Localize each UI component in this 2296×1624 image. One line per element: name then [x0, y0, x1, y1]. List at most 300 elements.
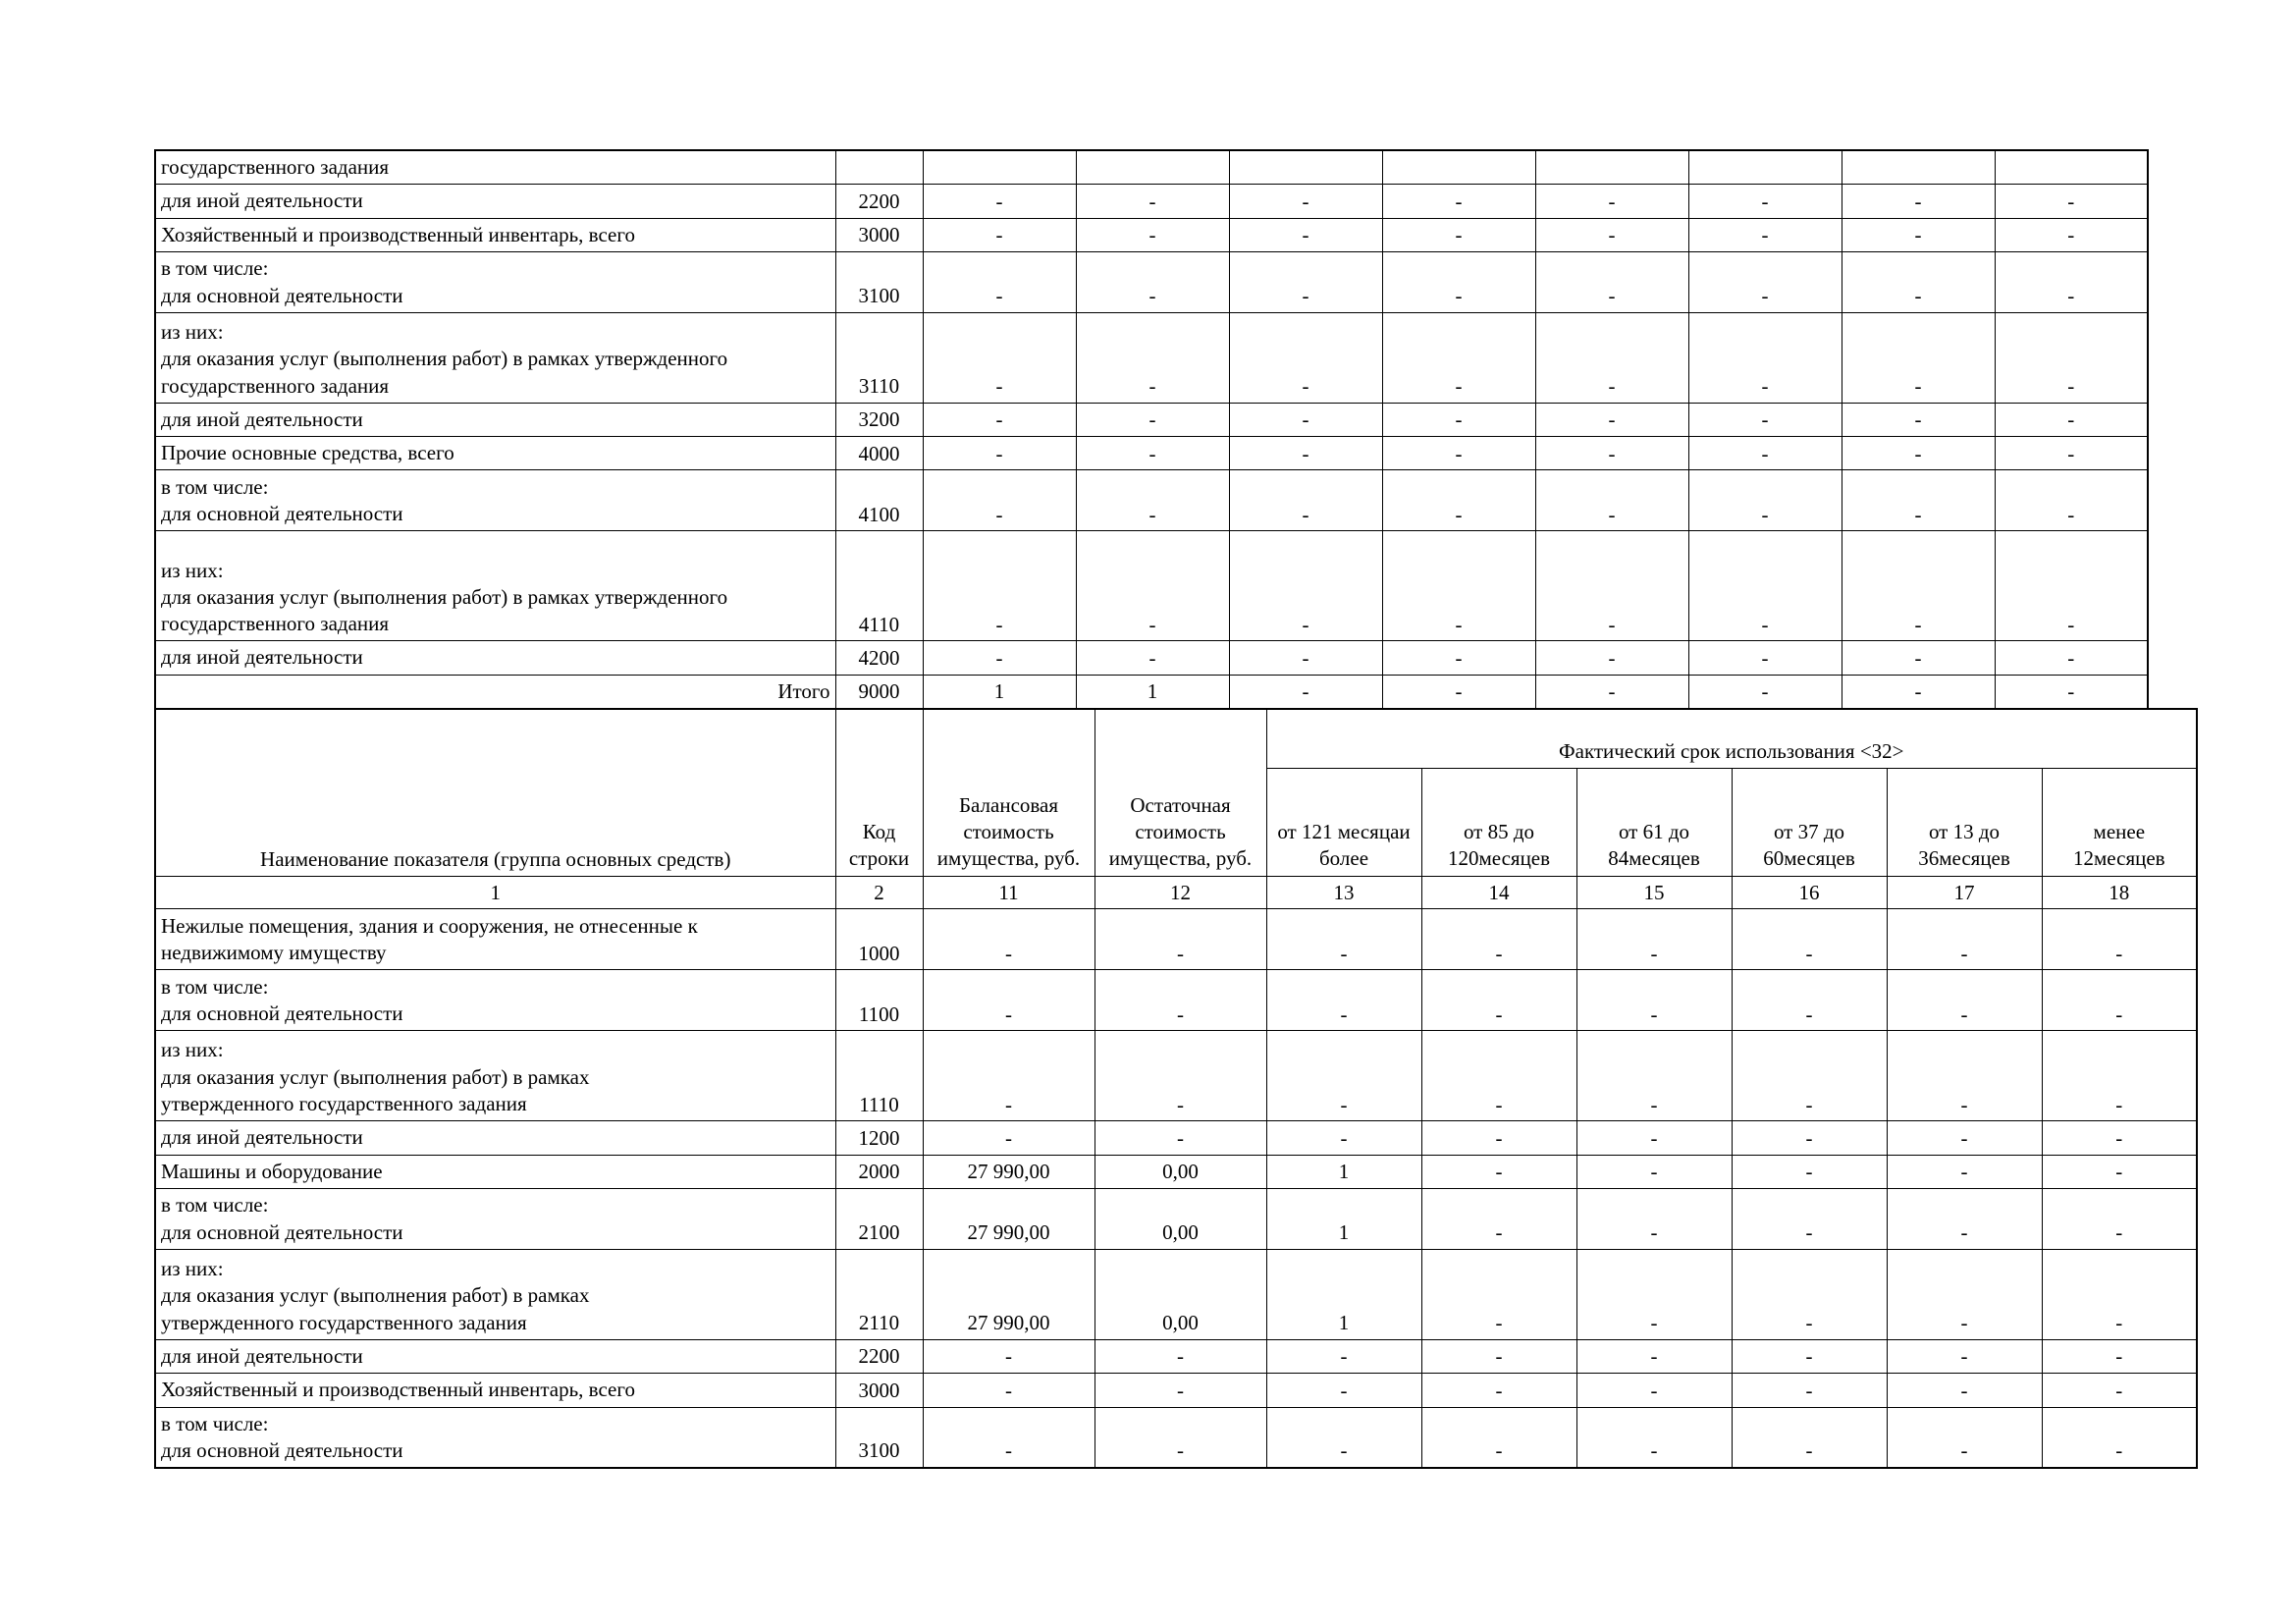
row-value-cell: -: [1382, 185, 1535, 218]
table-row: [155, 1407, 2197, 1468]
row-value-cell: -: [1688, 403, 1842, 436]
row-name-line: Хозяйственный и производственный инвентарь, всего: [161, 222, 635, 246]
header-indicator-name: Наименование показателя (группа основных средств): [155, 709, 835, 876]
row-code-cell: 4110: [835, 531, 923, 641]
row-name-cell: [155, 1121, 835, 1155]
row-code-cell: 3000: [835, 218, 923, 251]
row-value-cell: -: [1688, 470, 1842, 531]
header-usage-period-5: [1887, 768, 2042, 876]
row-value-cell: -: [1995, 312, 2148, 403]
row-value-cell: -: [1382, 531, 1535, 641]
table-row: [155, 531, 2148, 641]
table-row: [155, 218, 2148, 251]
header-usage-period-line1: менее 12: [2072, 819, 2146, 871]
row-value-cell: -: [1229, 251, 1382, 312]
row-value-cell: -: [1266, 1407, 1421, 1468]
row-value-cell: -: [1842, 403, 1995, 436]
row-value-cell: -: [1732, 1407, 1887, 1468]
row-value-cell: -: [1887, 1121, 2042, 1155]
row-value-cell: -: [1842, 531, 1995, 641]
row-value-cell: -: [1229, 312, 1382, 403]
row-name-line: государственного задания: [161, 373, 390, 398]
row-value-cell: 27 990,00: [923, 1188, 1095, 1249]
header-row-code-line1: Код: [862, 819, 896, 843]
row-value-cell: -: [1688, 251, 1842, 312]
row-value-cell: -: [1688, 218, 1842, 251]
row-value-cell: -: [1576, 1155, 1732, 1188]
row-code-cell: 3000: [835, 1374, 923, 1407]
row-value-cell: -: [1421, 1249, 1576, 1339]
row-value-cell: -: [1732, 1374, 1887, 1407]
row-value-cell: -: [2042, 1374, 2197, 1407]
row-value-cell: -: [923, 531, 1076, 641]
bottom-table-container: [154, 708, 2165, 1469]
row-name-cell: [155, 1249, 835, 1339]
row-name-line: для иной деятельности: [161, 645, 363, 670]
row-value-cell: -: [1576, 1121, 1732, 1155]
row-name-cell: [155, 251, 835, 312]
row-value-cell: -: [1995, 675, 2148, 709]
row-name-cell: [155, 1339, 835, 1373]
header-residual-line2: стоимость: [1135, 819, 1226, 843]
row-name-line: для оказания услуг (выполнения работ) в рамках утвержденного: [161, 584, 728, 609]
row-name-line: для иной деятельности: [161, 1343, 363, 1368]
table-row: [155, 1155, 2197, 1188]
table-row: [155, 150, 2148, 185]
row-name-line: для оказания услуг (выполнения работ) в рамках утвержденного: [161, 347, 728, 371]
row-value-cell: -: [1688, 437, 1842, 470]
row-value-cell: -: [1842, 185, 1995, 218]
row-value-cell: 1: [1266, 1155, 1421, 1188]
row-name-cell: [155, 403, 835, 436]
header-residual-line1: Остаточная: [1130, 792, 1231, 817]
row-name-line: для оказания услуг (выполнения работ) в рамках: [161, 1064, 590, 1089]
row-code-cell: 4200: [835, 641, 923, 675]
row-value-cell: -: [2042, 909, 2197, 970]
row-value-cell: -: [1266, 1031, 1421, 1121]
column-number-16: 16: [1732, 876, 1887, 909]
row-code-cell: 1000: [835, 909, 923, 970]
row-value-cell: -: [923, 251, 1076, 312]
row-value-cell: -: [1688, 675, 1842, 709]
row-name-cell: [155, 1407, 835, 1468]
row-code-cell: 2200: [835, 185, 923, 218]
row-name-line: для основной деятельности: [161, 502, 403, 526]
row-value-cell: -: [1732, 1031, 1887, 1121]
header-usage-period-line2: месяцев: [1784, 846, 1855, 871]
row-value-cell: -: [1995, 437, 2148, 470]
row-value-cell: -: [1421, 909, 1576, 970]
row-name-cell: [155, 1374, 835, 1407]
row-name-line: в том числе:: [161, 256, 269, 281]
row-value-cell: -: [923, 403, 1076, 436]
row-name-line: для основной деятельности: [161, 1001, 403, 1026]
row-value-cell: -: [1382, 470, 1535, 531]
row-code-cell: 3100: [835, 251, 923, 312]
row-name-line: для основной деятельности: [161, 283, 403, 307]
row-code-cell: 1100: [835, 970, 923, 1031]
row-value-cell: -: [1421, 1155, 1576, 1188]
row-value-cell: -: [1842, 251, 1995, 312]
row-value-cell: -: [2042, 1031, 2197, 1121]
row-value-cell: -: [1887, 1155, 2042, 1188]
row-value-cell: -: [1421, 1339, 1576, 1373]
row-value-cell: -: [2042, 1249, 2197, 1339]
row-value-cell: -: [923, 909, 1095, 970]
row-value-cell: -: [1076, 251, 1229, 312]
row-code-cell: 3100: [835, 1407, 923, 1468]
row-value-cell: -: [1576, 1339, 1732, 1373]
row-value-cell: -: [1095, 1031, 1266, 1121]
row-name-cell: [155, 909, 835, 970]
row-value-cell: [1076, 150, 1229, 185]
row-value-cell: 0,00: [1095, 1155, 1266, 1188]
header-usage-period-line1: от 61 до 84: [1608, 819, 1690, 871]
table-row: [155, 641, 2148, 675]
fixed-assets-continuation-table: [154, 149, 2149, 710]
row-name-line: для иной деятельности: [161, 406, 363, 431]
row-value-cell: -: [1266, 1339, 1421, 1373]
row-value-cell: -: [1535, 185, 1688, 218]
row-value-cell: -: [1732, 1339, 1887, 1373]
row-name-cell: [155, 675, 835, 709]
row-value-cell: 0,00: [1095, 1188, 1266, 1249]
row-name-cell: [155, 312, 835, 403]
row-value-cell: -: [923, 470, 1076, 531]
row-value-cell: -: [1382, 403, 1535, 436]
column-number-15: 15: [1576, 876, 1732, 909]
column-number-18: 18: [2042, 876, 2197, 909]
row-value-cell: -: [1229, 470, 1382, 531]
row-value-cell: 1: [1266, 1188, 1421, 1249]
row-value-cell: -: [1535, 470, 1688, 531]
header-usage-period-line2: и более: [1318, 819, 1411, 871]
row-name-line: из них:: [161, 1038, 224, 1062]
row-name-line: Прочие основные средства, всего: [161, 441, 454, 465]
header-balance-line3: имущества,: [936, 846, 1040, 871]
row-value-cell: -: [1382, 641, 1535, 675]
row-name-line: из них:: [161, 320, 224, 344]
row-value-cell: -: [1266, 1374, 1421, 1407]
row-value-cell: -: [923, 312, 1076, 403]
row-code-cell: 1110: [835, 1031, 923, 1121]
row-value-cell: -: [1995, 470, 2148, 531]
row-value-cell: -: [1732, 970, 1887, 1031]
row-code-cell: 2110: [835, 1249, 923, 1339]
row-value-cell: -: [1688, 185, 1842, 218]
row-value-cell: 1: [1076, 675, 1229, 709]
fixed-assets-usage-period-table: [154, 708, 2198, 1469]
table-row: [155, 403, 2148, 436]
header-usage-period-4: [1732, 768, 1887, 876]
table-row: [155, 251, 2148, 312]
row-value-cell: -: [1076, 218, 1229, 251]
row-value-cell: [1229, 150, 1382, 185]
row-value-cell: 1: [1266, 1249, 1421, 1339]
row-code-cell: 2200: [835, 1339, 923, 1373]
row-value-cell: -: [1382, 218, 1535, 251]
row-value-cell: -: [1576, 970, 1732, 1031]
header-usage-period-line2: месяцев: [2093, 846, 2165, 871]
bottom-table-head: [155, 709, 2197, 909]
row-value-cell: -: [1076, 531, 1229, 641]
row-value-cell: -: [1887, 1188, 2042, 1249]
row-name-line: для основной деятельности: [161, 1437, 403, 1462]
row-value-cell: -: [1229, 531, 1382, 641]
row-value-cell: -: [1576, 1031, 1732, 1121]
row-value-cell: -: [2042, 1407, 2197, 1468]
row-value-cell: -: [1382, 437, 1535, 470]
row-value-cell: -: [1076, 185, 1229, 218]
row-value-cell: -: [1421, 1031, 1576, 1121]
row-value-cell: [1535, 150, 1688, 185]
row-name-line: для оказания услуг (выполнения работ) в рамках: [161, 1283, 590, 1308]
row-value-cell: -: [1382, 251, 1535, 312]
row-value-cell: 27 990,00: [923, 1249, 1095, 1339]
row-value-cell: -: [923, 970, 1095, 1031]
row-value-cell: -: [1535, 218, 1688, 251]
row-value-cell: -: [1095, 909, 1266, 970]
row-value-cell: -: [1535, 403, 1688, 436]
row-value-cell: -: [1095, 1339, 1266, 1373]
row-value-cell: -: [1421, 1407, 1576, 1468]
row-value-cell: 0,00: [1095, 1249, 1266, 1339]
row-name-cell: [155, 1155, 835, 1188]
row-value-cell: -: [1076, 437, 1229, 470]
row-value-cell: -: [1887, 909, 2042, 970]
row-name-line: для иной деятельности: [161, 1125, 363, 1150]
table-row: [155, 1121, 2197, 1155]
row-value-cell: -: [923, 1407, 1095, 1468]
row-value-cell: -: [1576, 909, 1732, 970]
header-usage-period-line2: месяцев: [1629, 846, 1700, 871]
header-usage-period-2: [1421, 768, 1576, 876]
row-value-cell: -: [1229, 218, 1382, 251]
row-value-cell: -: [1732, 1121, 1887, 1155]
header-row-code: [835, 709, 923, 876]
row-value-cell: -: [1576, 1374, 1732, 1407]
header-balance-line2: стоимость: [963, 819, 1054, 843]
table-row: [155, 1188, 2197, 1249]
column-number-14: 14: [1421, 876, 1576, 909]
row-value-cell: -: [1995, 403, 2148, 436]
row-name-line: в том числе:: [161, 1411, 269, 1435]
row-value-cell: -: [923, 641, 1076, 675]
table-row: [155, 312, 2148, 403]
row-name-line: в том числе:: [161, 1193, 269, 1218]
header-balance-line4: руб.: [1043, 846, 1081, 871]
row-value-cell: -: [1842, 218, 1995, 251]
row-code-cell: 4000: [835, 437, 923, 470]
row-value-cell: -: [923, 1374, 1095, 1407]
row-name-cell: [155, 641, 835, 675]
row-name-line: для иной деятельности: [161, 189, 363, 213]
row-value-cell: -: [1535, 675, 1688, 709]
row-name-line: Нежилые помещения, здания и сооружения, не отнесенные к: [161, 913, 698, 938]
row-name-line: государственного задания: [161, 612, 390, 636]
row-value-cell: -: [1995, 185, 2148, 218]
row-value-cell: -: [1229, 403, 1382, 436]
row-value-cell: -: [1076, 403, 1229, 436]
header-balance-value: [923, 709, 1095, 876]
header-usage-period-6: [2042, 768, 2197, 876]
row-value-cell: -: [1887, 1249, 2042, 1339]
row-value-cell: -: [1887, 1339, 2042, 1373]
row-value-cell: -: [1576, 1188, 1732, 1249]
header-residual-line3: имущества,: [1108, 846, 1211, 871]
top-table-container: [154, 149, 2147, 710]
row-name-line: Машины и оборудование: [161, 1159, 383, 1183]
header-usage-period-line1: от 37 до 60: [1763, 819, 1845, 871]
row-value-cell: -: [1995, 531, 2148, 641]
row-name-line: утвержденного государственного задания: [161, 1310, 527, 1334]
header-residual-value: [1095, 709, 1266, 876]
row-name-line: для основной деятельности: [161, 1219, 403, 1244]
row-code-cell: 3110: [835, 312, 923, 403]
header-row-code-line2: строки: [848, 846, 910, 871]
column-number-1: 1: [155, 876, 835, 909]
row-value-cell: -: [1421, 1121, 1576, 1155]
row-value-cell: -: [1535, 641, 1688, 675]
column-number-12: 12: [1095, 876, 1266, 909]
row-value-cell: -: [923, 218, 1076, 251]
row-name-line: утвержденного государственного задания: [161, 1092, 527, 1116]
row-code-cell: [835, 150, 923, 185]
header-usage-period-line2: месяцев: [1478, 846, 1551, 871]
row-value-cell: -: [1229, 185, 1382, 218]
header-balance-line1: Балансовая: [958, 792, 1059, 817]
header-usage-period-line2: месяцев: [1939, 846, 2010, 871]
row-code-cell: 2000: [835, 1155, 923, 1188]
header-usage-period-line1: от 121 месяца: [1277, 819, 1400, 843]
row-value-cell: -: [1076, 470, 1229, 531]
row-value-cell: -: [1421, 1188, 1576, 1249]
header-usage-period-span: Фактический срок использования <32>: [1266, 709, 2197, 768]
column-number-2: 2: [835, 876, 923, 909]
row-value-cell: -: [1229, 641, 1382, 675]
row-value-cell: [1995, 150, 2148, 185]
row-value-cell: -: [1732, 1188, 1887, 1249]
row-value-cell: -: [923, 1339, 1095, 1373]
row-name-line: Итого: [777, 678, 830, 703]
table-row: [155, 909, 2197, 970]
row-code-cell: 3200: [835, 403, 923, 436]
row-code-cell: 2100: [835, 1188, 923, 1249]
row-name-line: из них:: [161, 1257, 224, 1281]
row-value-cell: -: [1688, 641, 1842, 675]
row-value-cell: -: [1842, 312, 1995, 403]
row-value-cell: -: [1887, 1374, 2042, 1407]
row-value-cell: -: [1266, 909, 1421, 970]
row-name-cell: [155, 470, 835, 531]
row-value-cell: -: [1688, 531, 1842, 641]
row-value-cell: -: [923, 1031, 1095, 1121]
column-number-17: 17: [1887, 876, 2042, 909]
row-name-cell: [155, 1031, 835, 1121]
header-usage-period-1: [1266, 768, 1421, 876]
row-value-cell: -: [2042, 1155, 2197, 1188]
row-name-cell: [155, 1188, 835, 1249]
header-usage-period-line1: от 13 до 36: [1918, 819, 2001, 871]
row-name-line: государственного задания: [161, 155, 390, 179]
row-value-cell: -: [1887, 1031, 2042, 1121]
header-row-main: [155, 709, 2197, 768]
row-value-cell: -: [1576, 1407, 1732, 1468]
row-value-cell: -: [2042, 970, 2197, 1031]
row-value-cell: -: [1266, 970, 1421, 1031]
row-value-cell: -: [2042, 1339, 2197, 1373]
row-value-cell: [1688, 150, 1842, 185]
row-value-cell: -: [1732, 1249, 1887, 1339]
row-name-line: в том числе:: [161, 974, 269, 999]
row-value-cell: -: [923, 1121, 1095, 1155]
row-value-cell: -: [1995, 218, 2148, 251]
row-value-cell: -: [1229, 437, 1382, 470]
row-value-cell: -: [1421, 970, 1576, 1031]
row-value-cell: -: [1229, 675, 1382, 709]
column-number-11: 11: [923, 876, 1095, 909]
row-value-cell: -: [1995, 251, 2148, 312]
table-row: [155, 1374, 2197, 1407]
table-row: [155, 970, 2197, 1031]
row-value-cell: -: [1732, 909, 1887, 970]
row-value-cell: -: [2042, 1121, 2197, 1155]
row-value-cell: -: [1535, 312, 1688, 403]
column-number-13: 13: [1266, 876, 1421, 909]
table-row: [155, 1031, 2197, 1121]
row-value-cell: -: [1842, 641, 1995, 675]
table-row: [155, 470, 2148, 531]
row-name-cell: [155, 150, 835, 185]
header-usage-period-line1: от 85 до 120: [1447, 819, 1535, 871]
row-value-cell: -: [1842, 675, 1995, 709]
table-row: [155, 185, 2148, 218]
row-code-cell: 9000: [835, 675, 923, 709]
row-value-cell: -: [1076, 312, 1229, 403]
row-value-cell: -: [1842, 470, 1995, 531]
row-value-cell: [1382, 150, 1535, 185]
row-value-cell: [923, 150, 1076, 185]
header-row-column-numbers: [155, 876, 2197, 909]
row-value-cell: -: [923, 437, 1076, 470]
header-residual-line4: руб.: [1215, 846, 1253, 871]
row-name-cell: [155, 185, 835, 218]
row-value-cell: -: [1095, 1374, 1266, 1407]
row-value-cell: 27 990,00: [923, 1155, 1095, 1188]
row-name-line: недвижимому имуществу: [161, 941, 387, 965]
row-name-cell: [155, 531, 835, 641]
table-row: [155, 1249, 2197, 1339]
row-name-line: Хозяйственный и производственный инвентарь, всего: [161, 1378, 635, 1402]
header-usage-period-3: [1576, 768, 1732, 876]
row-name-cell: [155, 970, 835, 1031]
row-value-cell: -: [1382, 312, 1535, 403]
row-code-cell: 4100: [835, 470, 923, 531]
row-name-line: в том числе:: [161, 474, 269, 499]
row-value-cell: -: [1076, 641, 1229, 675]
row-value-cell: -: [1688, 312, 1842, 403]
row-name-cell: [155, 218, 835, 251]
row-value-cell: -: [1095, 1407, 1266, 1468]
row-value-cell: -: [1887, 970, 2042, 1031]
row-code-cell: 1200: [835, 1121, 923, 1155]
row-value-cell: -: [1095, 1121, 1266, 1155]
table-row: [155, 675, 2148, 709]
row-value-cell: -: [1382, 675, 1535, 709]
table-row: [155, 1339, 2197, 1373]
row-name-line: из них:: [161, 558, 224, 582]
row-name-cell: [155, 437, 835, 470]
